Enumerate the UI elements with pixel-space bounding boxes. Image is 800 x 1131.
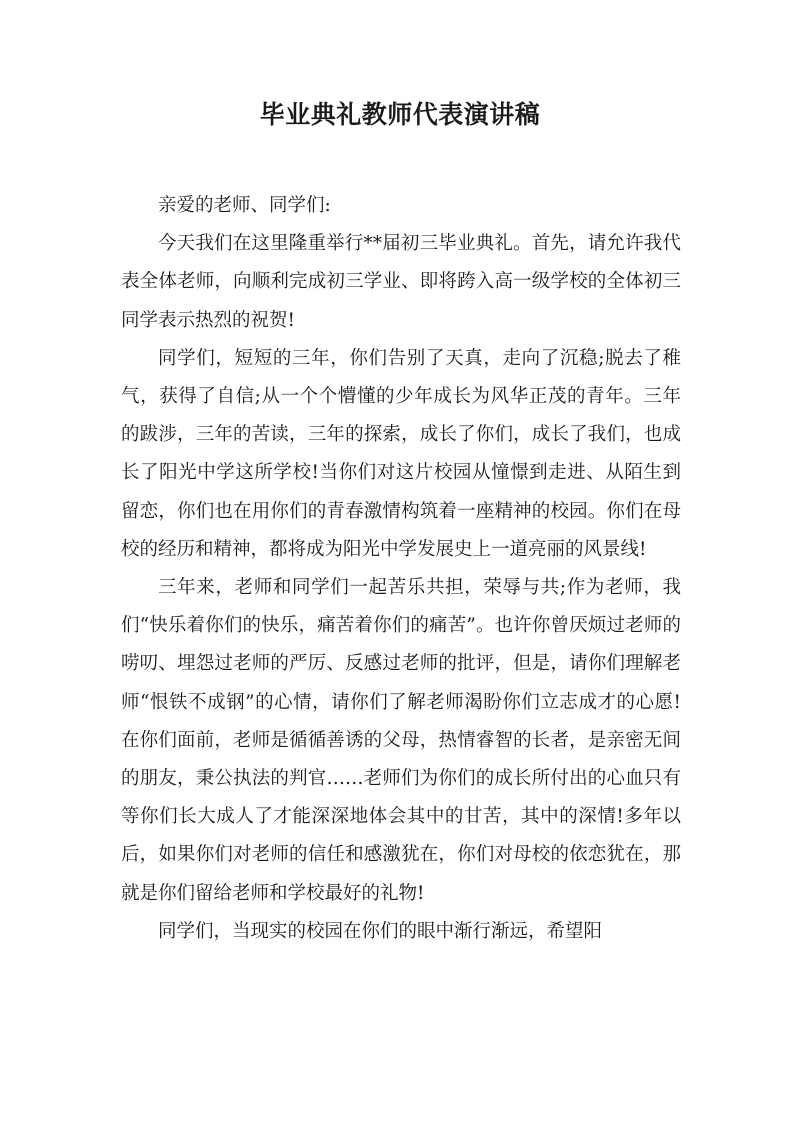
document-body xyxy=(121,187,681,951)
paragraph-teachers: 三年来，老师和同学们一起苦乐共担，荣辱与共;作为老师，我们“快乐着你们的快乐，痛苦着你们的痛苦”。也许你曾厌烦过老师的唠叨、埋怨过老师的严厉、反感过老师的批评，但是，请你们理解老师“恨铁不成钢”的心情，请你们了解老师渴盼你们立志成才的心愿!在你们面前，老师是循循善诱的父母，热情睿智的长者，是亲密无间的朋友，秉公执法的判官……老师们为你们的成长所付出的心血只有等你们长大成人了才能深深地体会其中的甘苦，其中的深情!多年以后，如果你们对老师的信任和感激犹在，你们对母校的依恋犹在，那就是你们留给老师和学校最好的礼物! xyxy=(121,577,681,904)
paragraph-opening: 今天我们在这里隆重举行**届初三毕业典礼。首先，请允许我代表全体老师，向顺利完成初三学业、即将跨入高一级学校的全体初三同学表示热烈的祝贺! xyxy=(121,233,681,331)
paragraph-closing: 同学们，当现实的校园在你们的眼中渐行渐远，希望阳 xyxy=(158,920,603,942)
document-title: 毕业典礼教师代表演讲稿 xyxy=(259,100,541,129)
paragraph-three-years: 同学们，短短的三年，你们告别了天真，走向了沉稳;脱去了稚气，获得了自信;从一个个懵懂的少年成长为风华正茂的青年。三年的跋涉，三年的苦读，三年的探索，成长了你们，成长了我们，也成长了阳光中学这所学校!当你们对这片校园从憧憬到走进、从陌生到留恋，你们也在用你们的青春激情构筑着一座精神的校园。你们在母校的经历和精神，都将成为阳光中学发展史上一道亮丽的风景线! xyxy=(121,347,681,560)
paragraph-greeting: 亲爱的老师、同学们: xyxy=(158,195,331,216)
